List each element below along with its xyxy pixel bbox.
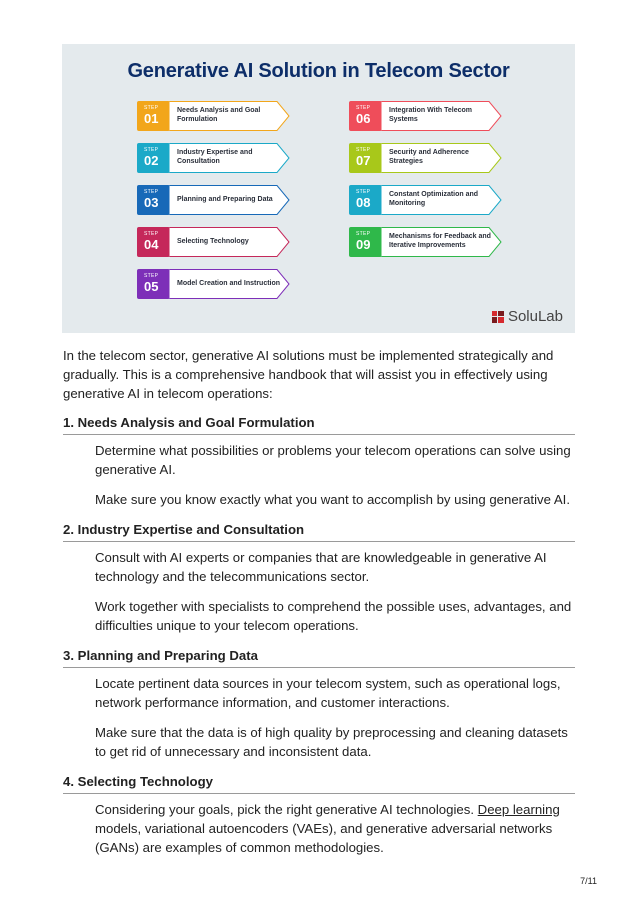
step-word: STEP [144, 147, 159, 153]
step-item-07 [349, 143, 501, 173]
step-number: 06 [356, 111, 371, 126]
step-label: Model Creation and Instruction [177, 279, 281, 287]
section-heading-1: 1. Needs Analysis and Goal Formulation [63, 415, 575, 435]
step-label: Integration With Telecom Systems [389, 107, 473, 123]
step-badge [349, 143, 382, 173]
step-badge [349, 185, 382, 215]
step-number: 08 [356, 195, 371, 210]
step-item-04 [137, 227, 289, 257]
section-4-para-text-after: models, variational autoencoders (VAEs), and generative adversarial networks (GANs) are examples of common methodologies. [95, 821, 553, 855]
step-item-09 [349, 227, 501, 257]
step-badge [137, 269, 170, 299]
step-word: STEP [356, 189, 371, 195]
step-item-01 [137, 101, 289, 131]
step-badge [137, 185, 170, 215]
step-badge [137, 101, 170, 131]
step-number: 07 [356, 153, 371, 168]
solulab-logo-icon [492, 311, 504, 323]
section-3-para-2: Make sure that the data is of high quality by preprocessing and cleaning datasets to get rid of unnecessary and inconsistent data. [95, 725, 568, 759]
step-number: 09 [356, 237, 371, 252]
step-item-06 [349, 101, 501, 131]
step-item-02 [137, 143, 289, 173]
section-heading-4: 4. Selecting Technology [63, 774, 575, 794]
step-word: STEP [144, 189, 159, 195]
section-1-para-1: Determine what possibilities or problems your telecom operations can solve using generative AI. [95, 443, 571, 477]
section-2-para-2: Work together with specialists to comprehend the possible uses, advantages, and difficulties unique to your telecom operations. [95, 599, 572, 633]
step-number: 02 [144, 153, 159, 168]
step-label: Needs Analysis and Goal Formulation [177, 107, 261, 123]
step-word: STEP [356, 231, 371, 237]
step-word: STEP [356, 147, 371, 153]
step-badge [349, 101, 382, 131]
page-number: 7/11 [580, 876, 597, 886]
step-item-08 [349, 185, 501, 215]
step-label: Planning and Preparing Data [177, 195, 273, 203]
brand-name: SoluLab [507, 308, 563, 325]
deep-learning-link[interactable]: Deep learning [477, 802, 560, 817]
section-3-para-1: Locate pertinent data sources in your telecom system, such as operational logs, network performance information, and customer interactions. [95, 676, 561, 710]
step-number: 03 [144, 195, 159, 210]
step-label: Mechanisms for Feedback and Iterative Improvements [389, 233, 491, 249]
intro-paragraph: In the telecom sector, generative AI solutions must be implemented strategically and gradually. This is a comprehensive handbook that will assist you in effectively using generative AI in telecom operations: [63, 348, 554, 401]
step-number: 04 [144, 237, 159, 252]
step-word: STEP [356, 105, 371, 111]
section-2-para-1: Consult with AI experts or companies that are knowledgeable in generative AI technology and the telecommunications sector. [95, 550, 547, 584]
step-number: 01 [144, 111, 159, 126]
step-number: 05 [144, 279, 159, 294]
section-4-para-text-before: Considering your goals, pick the right generative AI technologies. [95, 802, 478, 817]
step-word: STEP [144, 273, 159, 279]
section-1-para-2: Make sure you know exactly what you want to accomplish by using generative AI. [95, 492, 570, 507]
step-label: Security and Adherence Strategies [389, 149, 469, 165]
step-badge [137, 143, 170, 173]
step-badge [349, 227, 382, 257]
step-word: STEP [144, 105, 159, 111]
step-item-05 [137, 269, 289, 299]
step-word: STEP [144, 231, 159, 237]
step-item-03 [137, 185, 289, 215]
step-label: Selecting Technology [177, 237, 249, 245]
step-label: Constant Optimization and Monitoring [389, 191, 479, 207]
infographic [62, 44, 575, 333]
section-4-para-1 [95, 800, 580, 857]
section-heading-3: 3. Planning and Preparing Data [63, 648, 575, 668]
infographic-title: Generative AI Solution in Telecom Sector [127, 60, 510, 82]
section-heading-2: 2. Industry Expertise and Consultation [63, 522, 575, 542]
step-badge [137, 227, 170, 257]
step-label: Industry Expertise and Consultation [177, 149, 253, 165]
brand-logo [492, 308, 563, 325]
